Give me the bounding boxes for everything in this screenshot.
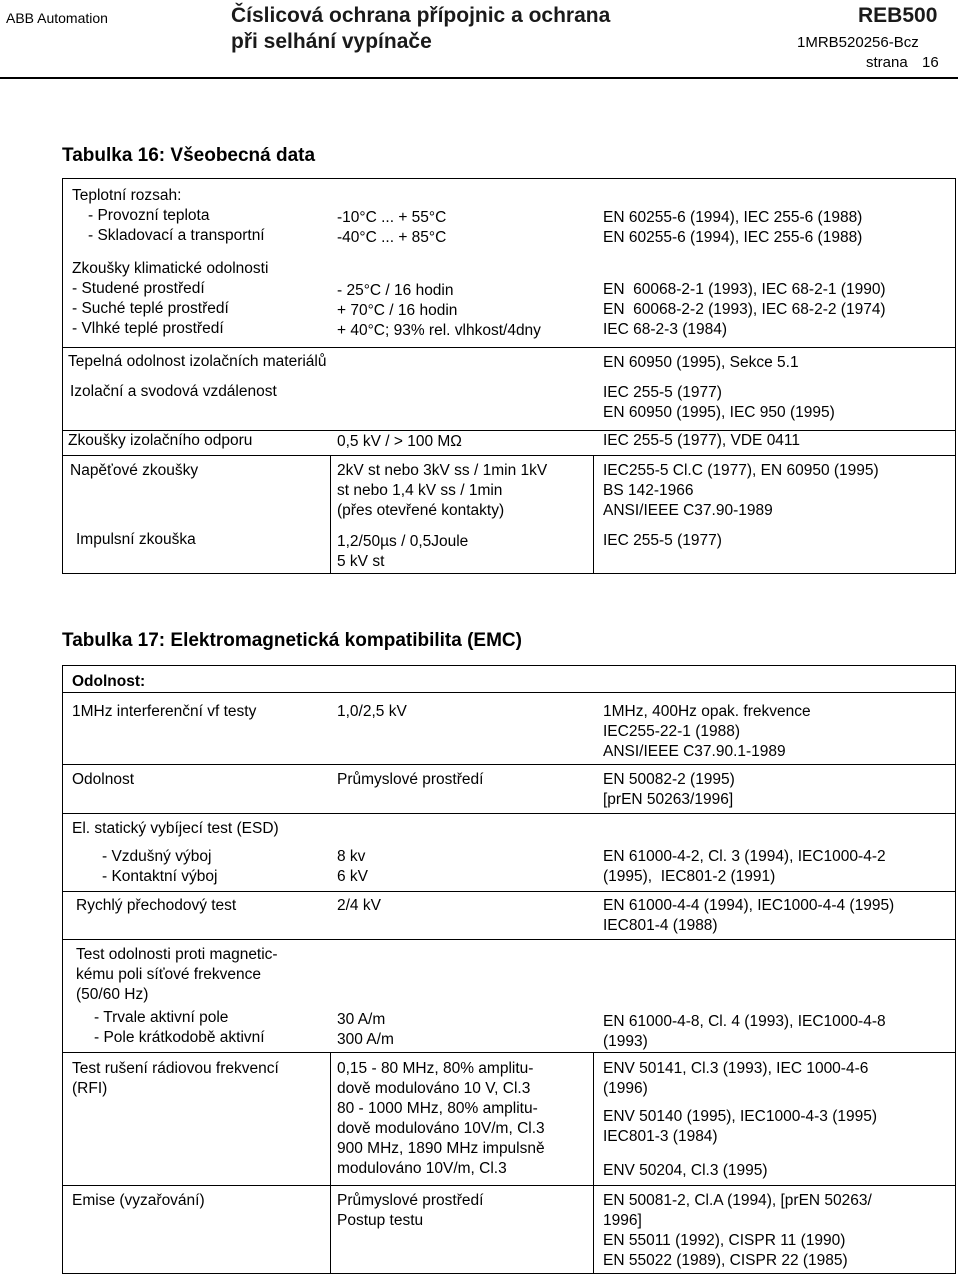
emc-row-label: Test rušení rádiovou frekvencí (RFI) [72,1060,279,1097]
table16-col-rule [593,455,594,574]
document-title-line2: při selhání vypínače [231,30,432,53]
table16-col-rule [330,455,331,574]
temp-range-items: - Provozní teplota - Skladovací a transportní [88,207,265,244]
impulse-test-values: 1,2/50µs / 0,5Joule 5 kV st [337,533,469,570]
climate-tests-standards: EN 60068-2-1 (1993), IEC 68-2-1 (1990) EN 60068-2-2 (1993), IEC 68-2-2 (1974) IEC 68-2-3 (1984) [603,281,886,338]
emc-row-standard: 1MHz, 400Hz opak. frekvence IEC255-22-1 (1988) ANSI/IEEE C37.90.1-1989 [603,703,811,760]
emc-row-standard: EN 50081-2, Cl.A (1994), [prEN 50263/ 1996] EN 55011 (1992), CISPR 11 (1990) EN 55022 (1989), CISPR 22 (1985) [603,1192,872,1269]
page-label: strana [866,54,908,71]
emc-row-label: Test odolnosti proti magnetic- kému poli síťové frekvence (50/60 Hz) [76,946,278,1003]
table17-subtitle: Odolnost: [72,673,146,690]
emc-row-standard: ENV 50204, Cl.3 (1995) [603,1162,768,1179]
emc-row-standard: EN 61000-4-4 (1994), IEC1000-4-4 (1995) IEC801-4 (1988) [603,897,895,934]
emc-row-value: 2/4 kV [337,897,381,914]
table17-rule [62,891,956,892]
impulse-test-standard: IEC 255-5 (1977) [603,532,722,549]
insulation-test-label: Zkoušky izolačního odporu [68,432,253,449]
emc-row-sublabel: - Vzdušný výboj - Kontaktní výboj [102,848,218,885]
insulation-test-value: 0,5 kV / > 100 MΩ [337,433,462,450]
header-rule [0,77,958,79]
page-number: 16 [922,54,939,71]
emc-row-standard: EN 61000-4-2, Cl. 3 (1994), IEC1000-4-2 (1995), IEC801-2 (1991) [603,848,886,885]
emc-row-standard: EN 61000-4-8, Cl. 4 (1993), IEC1000-4-8 (1993) [603,1013,886,1050]
emc-row-standard: EN 50082-2 (1995) [prEN 50263/1996] [603,771,735,808]
emc-row-value: 1,0/2,5 kV [337,703,407,720]
product-name: REB500 [858,4,938,27]
impulse-test-label: Impulsní zkouška [76,531,196,548]
emc-row-value: 0,15 - 80 MHz, 80% amplitu- dově modulováno 10 V, Cl.3 80 - 1000 MHz, 80% amplitu- dově modulováno 10V/m, Cl.3 900 MHz, 1890 MHz impulsně modulováno 10V/m, Cl.3 [337,1060,545,1177]
emc-row-value: Průmyslové prostředí Postup testu [337,1192,484,1229]
emc-row-standard: ENV 50140 (1995), IEC1000-4-3 (1995) IEC801-3 (1984) [603,1108,877,1145]
table17-rule [62,939,956,940]
thermal-resistance-label: Tepelná odolnost izolačních materiálů [68,353,327,370]
thermal-resistance-standard: EN 60950 (1995), Sekce 5.1 [603,354,799,371]
table17-rule [62,1185,956,1186]
emc-row-standard: ENV 50141, Cl.3 (1993), IEC 1000-4-6 (1996) [603,1060,869,1097]
table17-col-rule [593,1052,594,1274]
clearance-standards: IEC 255-5 (1977) EN 60950 (1995), IEC 950 (1995) [603,384,835,421]
emc-row-value: 30 A/m 300 A/m [337,1011,394,1048]
temp-range-values: -10°C ... + 55°C -40°C ... + 85°C [337,209,447,246]
temp-range-heading: Teplotní rozsah: [72,187,182,204]
table17-rule [62,764,956,765]
emc-row-value: Průmyslové prostředí [337,771,484,788]
insulation-test-standard: IEC 255-5 (1977), VDE 0411 [603,432,801,449]
voltage-test-standards: IEC255-5 Cl.C (1977), EN 60950 (1995) BS 142-1966 ANSI/IEEE C37.90-1989 [603,462,879,519]
voltage-test-values: 2kV st nebo 3kV ss / 1min 1kV st nebo 1,4 kV ss / 1min (přes otevřené kontakty) [337,462,548,519]
emc-row-label: Rychlý přechodový test [76,897,237,914]
climate-tests-label: Zkoušky klimatické odolnosti - Studené prostředí - Suché teplé prostředí - Vlhké teplé prostředí [72,260,269,337]
emc-row-label: 1MHz interferenční vf testy [72,703,257,720]
voltage-test-label: Napěťové zkoušky [70,462,199,479]
table16-title: Tabulka 16: Všeobecná data [62,145,316,166]
company-name: ABB Automation [6,10,108,26]
emc-row-label: El. statický vybíjecí test (ESD) [72,820,279,837]
emc-row-value: 8 kv 6 kV [337,848,369,885]
table17-rule [62,1052,956,1053]
table17-rule [62,813,956,814]
climate-tests-values: - 25°C / 16 hodin + 70°C / 16 hodin + 40°C; 93% rel. vlhkost/4dny [337,282,541,339]
clearance-label: Izolační a svodová vzdálenost [70,383,277,400]
temp-range-standards: EN 60255-6 (1994), IEC 255-6 (1988) EN 60255-6 (1994), IEC 255-6 (1988) [603,209,863,246]
document-title-line1: Číslicová ochrana přípojnic a ochrana [231,4,611,27]
table16-rule [62,347,956,348]
table16-rule [62,455,956,456]
emc-row-sublabel: - Trvale aktivní pole - Pole krátkodobě aktivní [94,1009,265,1046]
table17-col-rule [330,1052,331,1274]
document-id: 1MRB520256-Bcz [797,34,919,51]
emc-row-label: Odolnost [72,771,135,788]
table17-title: Tabulka 17: Elektromagnetická kompatibilita (EMC) [62,630,522,651]
table17-rule [62,692,956,693]
emc-row-label: Emise (vyzařování) [72,1192,205,1209]
